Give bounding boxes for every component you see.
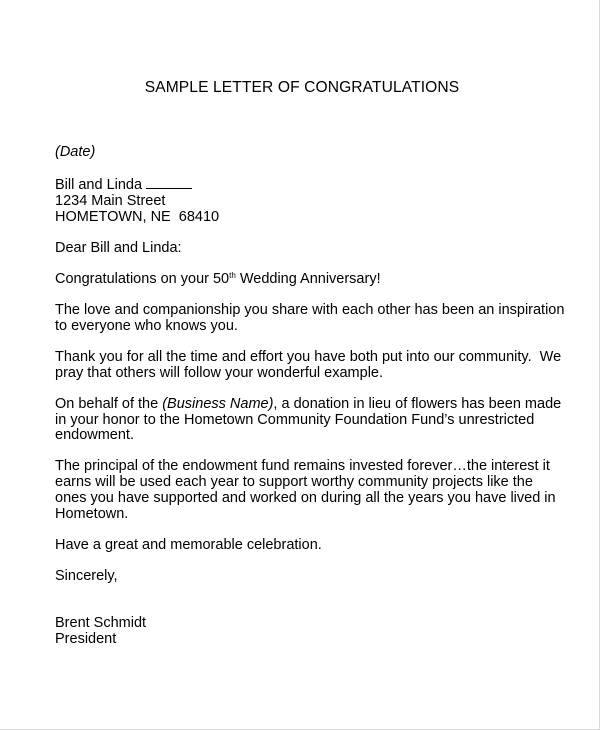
business-name-placeholder: (Business Name) (162, 395, 274, 412)
donation-text-pre: On behalf of the (55, 395, 163, 412)
congratulations-line (55, 272, 565, 288)
address-line-2: HOMETOWN, NE 68410 (55, 208, 220, 225)
date-placeholder: (Date) (55, 144, 96, 160)
paragraph-donation (55, 397, 565, 444)
recipient-name: Bill and Linda (55, 177, 143, 194)
closing: Sincerely, (55, 567, 118, 584)
congrats-text-pre: Congratulations on your 50 (55, 271, 230, 288)
recipient-name-line (55, 176, 565, 194)
paragraph-celebration: Have a great and memorable celebration. (55, 536, 322, 553)
paragraph-companionship: The love and companionship you share with each other has been an inspiration to everyone who knows you. (55, 302, 565, 334)
recipient-blank-line (146, 176, 192, 189)
letter-title: SAMPLE LETTER OF CONGRATULATIONS (144, 79, 460, 96)
congrats-text-post: Wedding Anniversary! (235, 271, 381, 288)
congrats-ordinal: th (229, 271, 236, 281)
letter-body (55, 145, 565, 648)
paragraph-thanks: Thank you for all the time and effort you have both put into our community. We pray that others will follow your wonderful example. (55, 348, 566, 381)
paragraph-endowment: The principal of the endowment fund remains invested forever…the interest it earns will be used each year to support worthy community projects like the ones you have supported and worked on during all the years you have lived in Hometown. (55, 458, 556, 522)
salutation: Dear Bill and Linda: (55, 239, 182, 256)
donation-text-post: , a donation in lieu of flowers has been made in your honor to the Hometown Community Foundation Fund’s unrestricted endowment. (55, 395, 562, 444)
signer-name: Brent Schmidt (55, 614, 147, 631)
signer-title: President (55, 630, 117, 647)
address-line-1: 1234 Main Street (55, 192, 166, 209)
